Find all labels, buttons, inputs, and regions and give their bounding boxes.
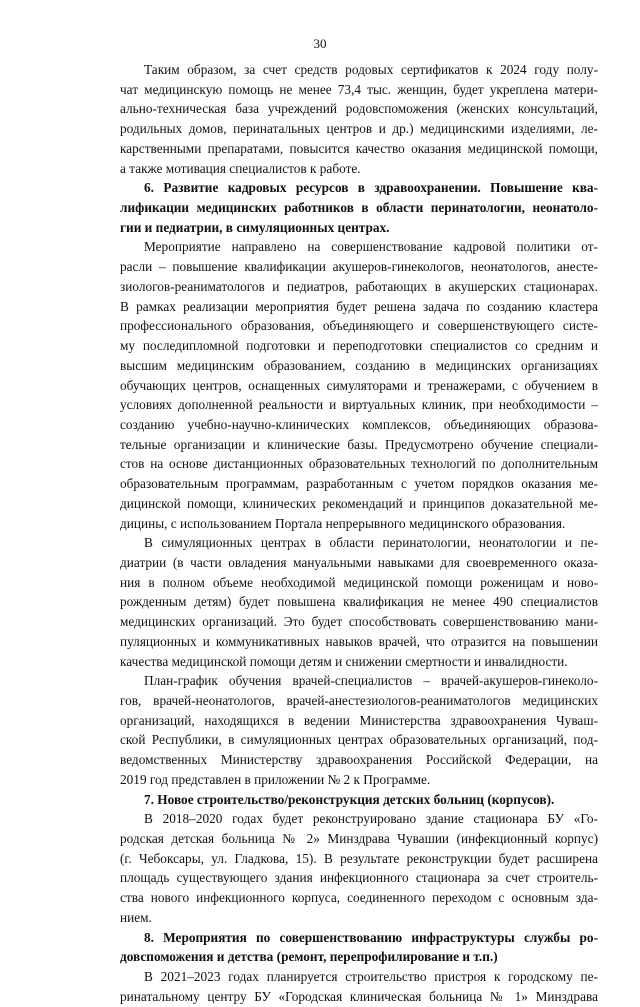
text-line: карственными препаратами, повысится качество оказания медицинской помощи, bbox=[120, 140, 598, 156]
text-line: В 2021–2023 годах планируется строительство пристроя к городскому пе- bbox=[144, 969, 598, 985]
heading-line: гии и педиатрии, в симуляционных центрах. bbox=[120, 219, 390, 235]
text-line: тельные организации и клинические базы. Предусмотрено обучение специали- bbox=[120, 436, 598, 452]
text-line: Мероприятие направлено на совершенствование кадровой политики от- bbox=[144, 239, 598, 255]
text-line: нием. bbox=[120, 909, 152, 925]
text-line: му последипломной подготовки и переподготовки специалистов со средним и bbox=[120, 338, 598, 354]
text-line: созданию учебно-научно-клинических комплексов, объединяющих образова- bbox=[120, 416, 598, 432]
text-line: (г. Чебоксары, ул. Гладкова, 15). В результате реконструкции будет расширена bbox=[120, 850, 598, 866]
text-line: стов на основе дистанционных образовательных технологий по дополнительным bbox=[120, 456, 598, 472]
text-line: площадь существующего здания инфекционного стационара за счет строитель- bbox=[120, 870, 598, 886]
text-line: родильных домов, перинатальных центров и др.) медицинскими изделиями, ле- bbox=[120, 121, 598, 137]
heading-line: 8. Мероприятия по совершенствованию инфраструктуры службы ро- bbox=[144, 929, 598, 945]
text-line: В симуляционных центрах в области перинатологии, неонатологии и пе- bbox=[144, 535, 598, 551]
text-line: В 2018–2020 годах будет реконструировано здание стационара БУ «Го- bbox=[144, 811, 598, 827]
text-line: обучающих центров, оснащенных симуляторами и тренажерами, с обучением в bbox=[120, 377, 598, 393]
text-line: 2019 год представлен в приложении № 2 к Программе. bbox=[120, 771, 431, 787]
text-line: ской Республики, в симуляционных центрах образовательных организаций, под- bbox=[120, 732, 598, 748]
text-line: Таким образом, за счет средств родовых сертификатов к 2024 году полу- bbox=[144, 62, 598, 77]
heading-line: 7. Новое строительство/реконструкция детских больниц (корпусов). bbox=[144, 791, 555, 807]
text-line: а также мотивация специалистов к работе. bbox=[120, 160, 361, 176]
page-number: 30 bbox=[313, 36, 327, 51]
text-line: ведомственных Министерству здравоохранения Российской Федерации, на bbox=[120, 752, 598, 768]
text-line: ально-техническая база учреждений родовспоможения (женских консультаций, bbox=[120, 101, 598, 117]
heading-line: 6. Развитие кадровых ресурсов в здравоохранении. Повышение ква- bbox=[144, 180, 598, 196]
text-line: План-график обучения врачей-специалистов – врачей-акушеров-гинеколо- bbox=[144, 673, 598, 689]
text-line: профессионального образования, объединяющего и совершенствующего систе- bbox=[120, 318, 598, 334]
document-body bbox=[120, 60, 598, 1007]
text-line: дицины, с использованием Портала непрерывного медицинского образования. bbox=[120, 515, 566, 531]
text-line: пуляционных и коммуникативных навыков врачей, что отразится на повышении bbox=[120, 633, 598, 649]
text-line: дицинской помощи, клинических рекомендаций и принципов доказательной ме- bbox=[120, 495, 598, 511]
text-line: ства нового инфекционного корпуса, соединенного переходом с основным зда- bbox=[120, 890, 598, 906]
text-line: диатрии (в части овладения мануальными навыками для своевременного оказа- bbox=[120, 554, 598, 570]
text-line: В рамках реализации мероприятия будет решена задача по созданию кластера bbox=[120, 298, 598, 314]
text-line: условиях дополненной реальности и виртуальных клиник, при необходимости – bbox=[120, 397, 598, 413]
text-line: расли – повышение квалификации акушеров-гинекологов, неонатологов, анесте- bbox=[120, 259, 598, 275]
text-line: ринатальному центру БУ «Городская клиническая больница № 1» Минздрава bbox=[120, 988, 598, 1004]
text-line: зиологов-реаниматологов и педиатров, работающих в акушерских стационарах. bbox=[120, 278, 598, 294]
text-line: образовательным программам, разработанным с учетом порядков оказания ме- bbox=[120, 476, 598, 492]
text-line: качества медицинской помощи детям и снижении смертности и инвалидности. bbox=[120, 653, 568, 669]
text-line: родская детская больница № 2» Минздрава Чувашии (инфекционный корпус) bbox=[120, 831, 598, 847]
text-line: рожденным детям) будет повышена квалификация не менее 490 специалистов bbox=[120, 594, 598, 610]
heading-line: лификации медицинских работников в области перинатологии, неонатоло- bbox=[120, 200, 598, 216]
text-line: медицинских организаций. Это будет способствовать совершенствованию мани- bbox=[120, 614, 598, 630]
text-line: высшим медицинским образованием, созданию в медицинских организациях bbox=[120, 357, 598, 373]
text-line: организаций, находящихся в ведении Министерства здравоохранения Чуваш- bbox=[120, 712, 598, 728]
text-line: чат медицинскую помощь не менее 73,4 тыс. женщин, будет укреплена матери- bbox=[120, 81, 598, 97]
heading-line: довспоможения и детства (ремонт, перепрофилирование и т.п.) bbox=[120, 949, 498, 965]
text-line: ния в полном объеме необходимой медицинской помощи роженицам и ново- bbox=[120, 574, 598, 590]
text-line: гов, врачей-неонатологов, врачей-анестезиологов-реаниматологов медицинских bbox=[120, 693, 598, 708]
